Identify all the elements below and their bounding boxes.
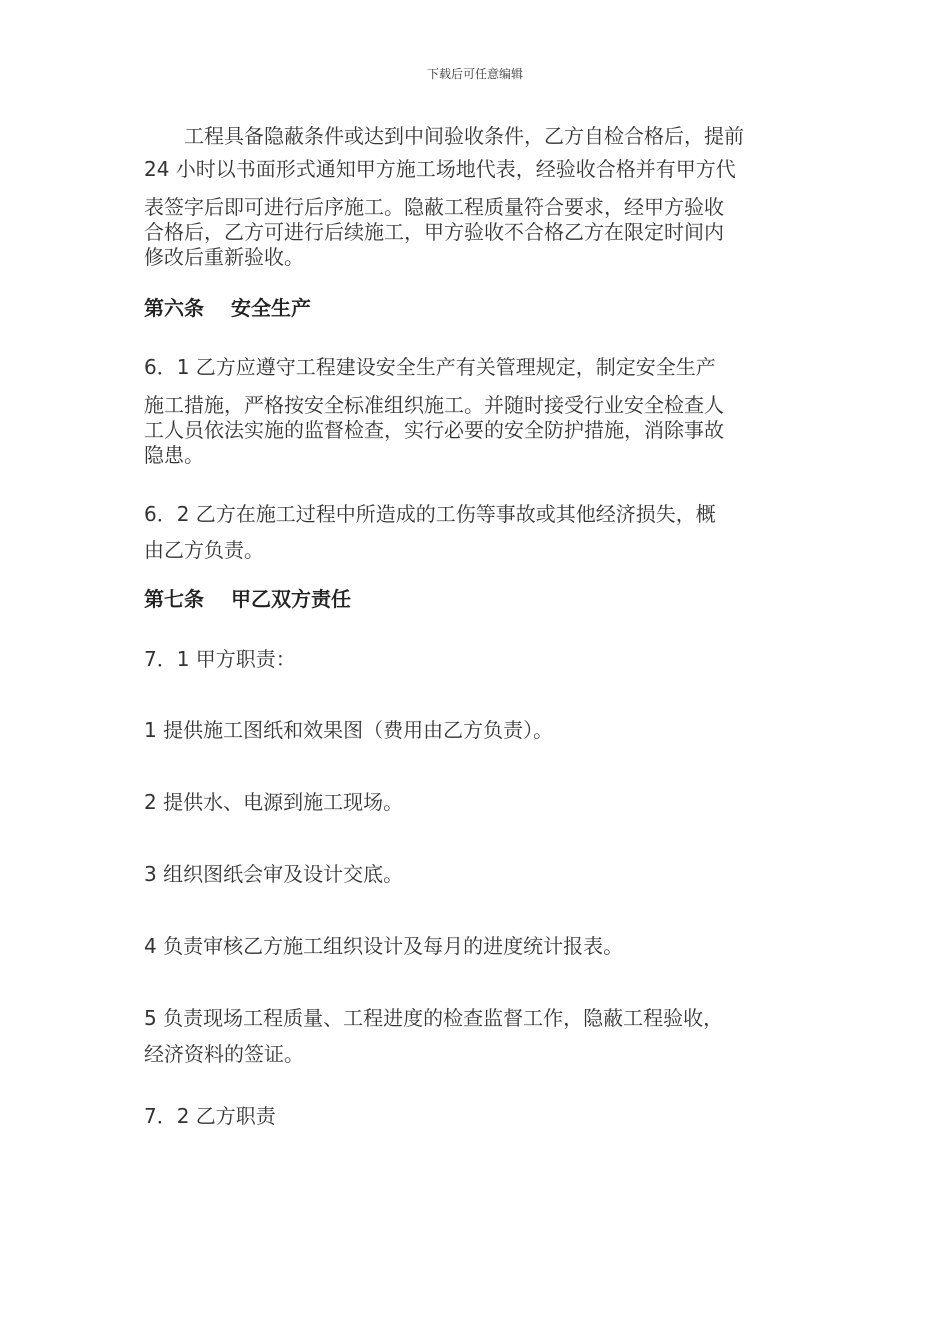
text-line: 6．1 乙方应遵守工程建设安全生产有关管理规定，制定安全生产 bbox=[144, 355, 716, 379]
list-item: 1 提供施工图纸和效果图（费用由乙方负责）。 bbox=[144, 718, 554, 742]
text-line: 修改后重新验收。 bbox=[144, 245, 304, 269]
article-6-heading: 第六条 安全生产 bbox=[144, 296, 311, 320]
text-line: 5 负责现场工程质量、工程进度的检查监督工作，隐蔽工程验收， bbox=[144, 1006, 724, 1030]
text-line: 工人员依法实施的监督检查，实行必要的安全防护措施，消除事故 bbox=[144, 418, 724, 442]
text-line: 6．2 乙方在施工过程中所造成的工伤等事故或其他经济损失，概 bbox=[144, 502, 716, 526]
text-line: 表签字后即可进行后序施工。隐蔽工程质量符合要求，经甲方验收 bbox=[144, 195, 724, 219]
article-7-heading: 第七条 甲乙双方责任 bbox=[144, 587, 351, 611]
list-item: 2 提供水、电源到施工现场。 bbox=[144, 790, 404, 814]
clause-6-2 bbox=[144, 502, 808, 563]
text-line: 24 小时以书面形式通知甲方施工场地代表，经验收合格并有甲方代 bbox=[144, 157, 736, 181]
list-item: 3 组织图纸会审及设计交底。 bbox=[144, 862, 404, 886]
header-note: 下载后可任意编辑 bbox=[426, 67, 523, 81]
clause-7-1-title: 7．1 甲方职责： bbox=[144, 647, 296, 671]
text-line: 经济资料的签证。 bbox=[144, 1042, 304, 1066]
text-line: 隐患。 bbox=[144, 443, 204, 467]
clause-7-2-title: 7．2 乙方职责 bbox=[144, 1104, 276, 1128]
text-line: 合格后，乙方可进行后续施工，甲方验收不合格乙方在限定时间内 bbox=[144, 220, 724, 244]
paragraph-concealed-works bbox=[144, 124, 808, 270]
list-item bbox=[144, 1006, 808, 1067]
clause-6-1 bbox=[144, 355, 808, 468]
text-line: 由乙方负责。 bbox=[144, 538, 264, 562]
text-line: 施工措施，严格按安全标准组织施工。并随时接受行业安全检查人 bbox=[144, 393, 724, 417]
text-line: 工程具备隐蔽条件或达到中间验收条件，乙方自检合格后，提前 bbox=[144, 124, 744, 148]
list-item: 4 负责审核乙方施工组织设计及每月的进度统计报表。 bbox=[144, 934, 624, 958]
